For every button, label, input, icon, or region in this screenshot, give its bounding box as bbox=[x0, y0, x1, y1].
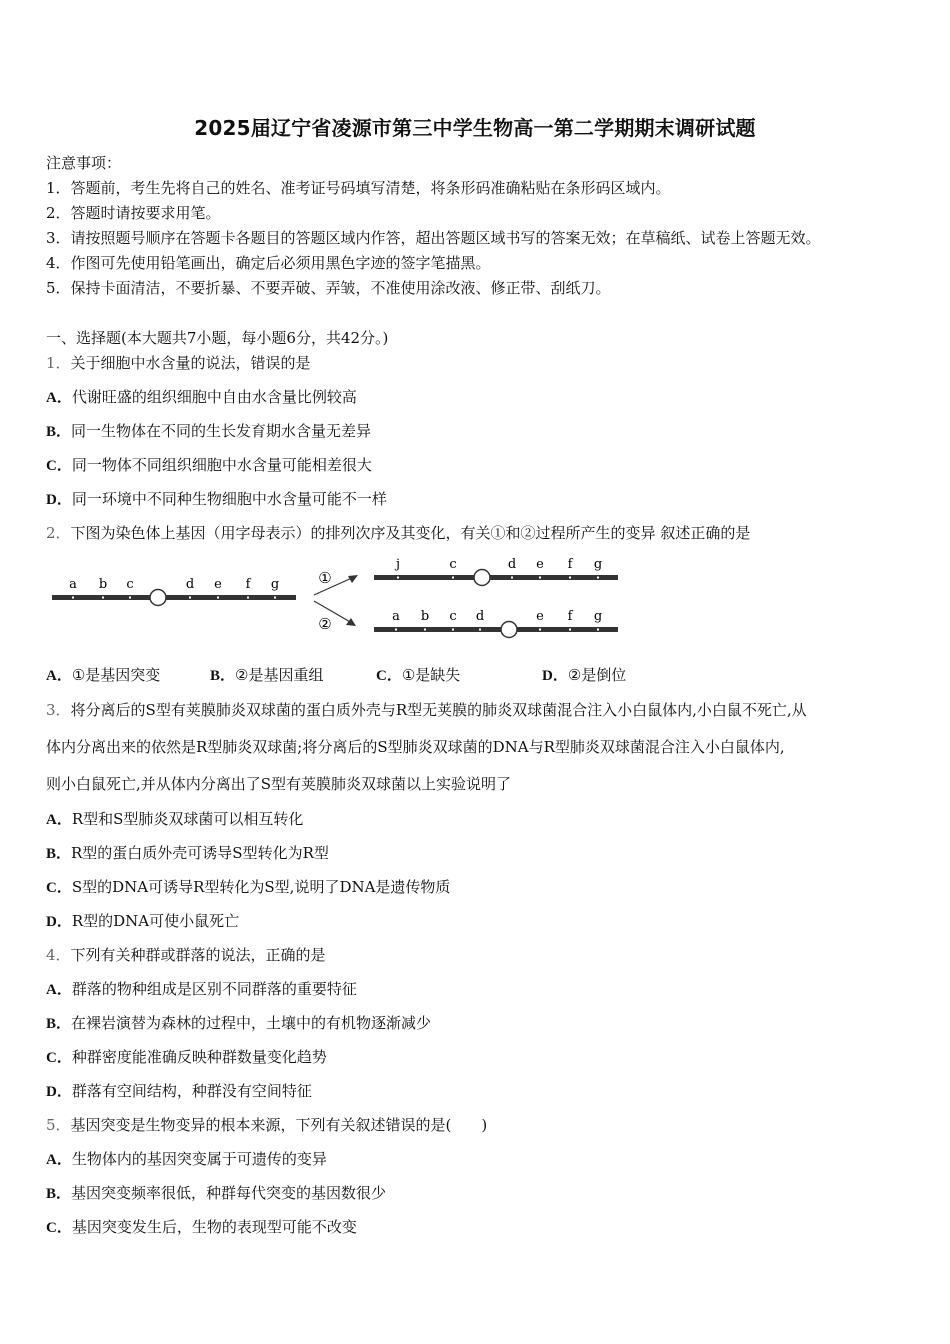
question-text: 基因突变是生物变异的根本来源，下列有关叙述错误的是( ) bbox=[70, 1116, 488, 1134]
q4-option-d[interactable] bbox=[46, 1080, 312, 1101]
chromosome-bar bbox=[374, 575, 618, 580]
option-label: A． bbox=[46, 668, 72, 684]
option-text: 基因突变发生后，生物的表现型可能不改变 bbox=[71, 1218, 357, 1236]
section-heading: 一、选择题(本大题共7小题，每小题6分，共42分。) bbox=[46, 329, 389, 347]
option-text: ①是基因突变 bbox=[71, 666, 161, 684]
q2-option-b[interactable] bbox=[210, 664, 323, 685]
original-chromosome bbox=[52, 577, 296, 606]
option-text: 在裸岩演替为森林的过程中，土壤中的有机物逐渐减少 bbox=[71, 1014, 432, 1032]
option-text: R型的DNA可使小鼠死亡 bbox=[71, 912, 240, 930]
option-label: B． bbox=[46, 846, 72, 862]
q1-option-a[interactable] bbox=[46, 386, 357, 407]
centromere bbox=[474, 570, 490, 586]
q5-option-c[interactable] bbox=[46, 1216, 357, 1237]
gene-label: g bbox=[593, 609, 603, 624]
process-2-label: ② bbox=[318, 615, 332, 633]
question-5-stem bbox=[46, 1114, 487, 1135]
question-3-stem-cont: 则小白鼠死亡,并从体内分离出了S型有荚膜肺炎双球菌以上实验说明了 bbox=[46, 775, 512, 793]
option-text: 种群密度能准确反映种群数量变化趋势 bbox=[71, 1048, 327, 1066]
q1-option-c[interactable] bbox=[46, 454, 372, 475]
option-text: 基因突变频率很低，种群每代突变的基因数很少 bbox=[71, 1184, 387, 1202]
q2-options bbox=[46, 664, 746, 686]
gene-label: f bbox=[567, 609, 573, 624]
q1-option-d[interactable] bbox=[46, 488, 387, 509]
option-label: D． bbox=[46, 492, 72, 508]
question-number: 3． bbox=[46, 701, 71, 719]
q3-option-d[interactable] bbox=[46, 910, 239, 931]
q5-option-a[interactable] bbox=[46, 1148, 327, 1169]
option-label: B． bbox=[46, 1186, 72, 1202]
option-label: B． bbox=[210, 668, 236, 684]
option-text: 同一物体不同组织细胞中水含量可能相差很大 bbox=[71, 456, 372, 474]
gene-label: c bbox=[449, 609, 457, 624]
option-text: 同一环境中不同种生物细胞中水含量可能不一样 bbox=[71, 490, 387, 508]
gene-label: e bbox=[536, 609, 544, 624]
notice-item: 5．保持卡面清洁，不要折暴、不要弄破、弄皱，不准使用涂改液、修正带、刮纸刀。 bbox=[46, 279, 611, 297]
gene-label: d bbox=[507, 557, 517, 572]
gene-label: e bbox=[536, 557, 544, 572]
notice-item: 1．答题前，考生先将自己的姓名、准考证号码填写清楚，将条形码准确粘贴在条形码区域内。 bbox=[46, 179, 671, 197]
question-3-stem bbox=[46, 699, 807, 720]
result-chromosome-1 bbox=[374, 557, 618, 586]
result-chromosome-2 bbox=[374, 609, 618, 638]
q4-option-a[interactable] bbox=[46, 978, 357, 999]
notice-item: 2．答题时请按要求用笔。 bbox=[46, 204, 221, 222]
option-text: 群落的物种组成是区别不同群落的重要特征 bbox=[71, 980, 357, 998]
question-number: 4． bbox=[46, 946, 71, 964]
gene-label: d bbox=[185, 577, 195, 592]
option-text: 代谢旺盛的组织细胞中自由水含量比例较高 bbox=[71, 388, 357, 406]
gene-label: a bbox=[69, 577, 77, 592]
gene-label: b bbox=[420, 609, 430, 624]
chromosome-bar bbox=[374, 627, 618, 632]
question-number: 1． bbox=[46, 354, 71, 372]
gene-label: c bbox=[126, 577, 134, 592]
gene-label: a bbox=[392, 609, 400, 624]
question-text: 下图为染色体上基因（用字母表示）的排列次序及其变化，有关①和②过程所产生的变异 叙述正确的是 bbox=[70, 524, 751, 542]
option-label: B． bbox=[46, 424, 72, 440]
question-text: 将分离后的S型有荚膜肺炎双球菌的蛋白质外壳与R型无荚膜的肺炎双球菌混合注入小白鼠体内,小白鼠不死亡,从 bbox=[70, 701, 807, 719]
q3-option-b[interactable] bbox=[46, 842, 329, 863]
option-label: D． bbox=[46, 914, 72, 930]
option-text: R型和S型肺炎双球菌可以相互转化 bbox=[71, 810, 304, 828]
notice-item: 3．请按照题号顺序在答题卡各题目的答题区域内作答，超出答题区域书写的答案无效；在草稿纸、试卷上答题无效。 bbox=[46, 229, 821, 247]
gene-label: c bbox=[449, 557, 457, 572]
gene-label: f bbox=[245, 577, 251, 592]
chromosome-bar bbox=[52, 595, 296, 600]
option-label: A． bbox=[46, 1152, 72, 1168]
gene-label: g bbox=[270, 577, 280, 592]
chromosome-figure bbox=[46, 555, 626, 645]
option-label: B． bbox=[46, 1016, 72, 1032]
question-number: 2． bbox=[46, 524, 71, 542]
option-label: C． bbox=[46, 880, 72, 896]
gene-label: j bbox=[395, 557, 401, 572]
page-title: 2025届辽宁省凌源市第三中学生物高一第二学期期末调研试题 bbox=[194, 116, 756, 140]
option-label: C． bbox=[46, 458, 72, 474]
question-number: 5． bbox=[46, 1116, 71, 1134]
option-text: R型的蛋白质外壳可诱导S型转化为R型 bbox=[71, 844, 329, 862]
process-arrows bbox=[314, 569, 358, 633]
option-label: C． bbox=[376, 668, 402, 684]
q4-option-c[interactable] bbox=[46, 1046, 327, 1067]
gene-label: f bbox=[567, 557, 573, 572]
option-label: A． bbox=[46, 982, 72, 998]
question-text: 下列有关种群或群落的说法，正确的是 bbox=[70, 946, 326, 964]
q4-option-b[interactable] bbox=[46, 1012, 431, 1033]
option-label: A． bbox=[46, 390, 72, 406]
option-text: 生物体内的基因突变属于可遗传的变异 bbox=[71, 1150, 327, 1168]
centromere bbox=[150, 590, 166, 606]
option-text: ②是倒位 bbox=[567, 666, 627, 684]
q2-option-a[interactable] bbox=[46, 664, 160, 685]
gene-label: e bbox=[214, 577, 222, 592]
gene-label: d bbox=[475, 609, 485, 624]
question-3-stem-cont: 体内分离出来的依然是R型肺炎双球菌;将分离后的S型肺炎双球菌的DNA与R型肺炎双球菌混合注入小白鼠体内, bbox=[46, 738, 785, 756]
arrow-2-head bbox=[346, 618, 356, 626]
process-1-label: ① bbox=[318, 569, 332, 587]
option-label: A． bbox=[46, 812, 72, 828]
option-label: C． bbox=[46, 1220, 72, 1236]
option-label: C． bbox=[46, 1050, 72, 1066]
question-2-stem bbox=[46, 522, 750, 543]
gene-label: b bbox=[98, 577, 108, 592]
question-4-stem bbox=[46, 944, 326, 965]
option-label: D． bbox=[542, 668, 568, 684]
q5-option-b[interactable] bbox=[46, 1182, 386, 1203]
option-label: D． bbox=[46, 1084, 72, 1100]
q2-option-d[interactable] bbox=[542, 664, 626, 685]
question-text: 关于细胞中水含量的说法，错误的是 bbox=[70, 354, 311, 372]
question-1-stem bbox=[46, 352, 311, 373]
notice-heading: 注意事项： bbox=[46, 154, 122, 172]
option-text: 群落有空间结构，种群没有空间特征 bbox=[71, 1082, 312, 1100]
q3-option-a[interactable] bbox=[46, 808, 303, 829]
q1-option-b[interactable] bbox=[46, 420, 371, 441]
option-text: S型的DNA可诱导R型转化为S型,说明了DNA是遗传物质 bbox=[71, 878, 451, 896]
option-text: ①是缺失 bbox=[401, 666, 461, 684]
q2-option-c[interactable] bbox=[376, 664, 460, 685]
option-text: 同一生物体在不同的生长发育期水含量无差异 bbox=[71, 422, 372, 440]
q3-option-c[interactable] bbox=[46, 876, 450, 897]
centromere bbox=[501, 622, 517, 638]
option-text: ②是基因重组 bbox=[235, 666, 324, 684]
gene-label: g bbox=[593, 557, 603, 572]
notice-item: 4．作图可先使用铅笔画出，确定后必须用黑色字迹的签字笔描黑。 bbox=[46, 254, 491, 272]
